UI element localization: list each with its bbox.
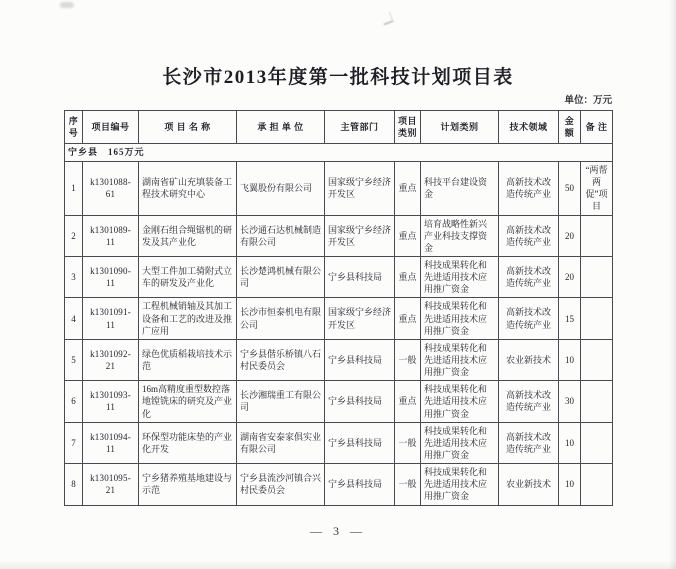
table-cell: 4: [65, 298, 83, 339]
table-cell: 2: [65, 215, 83, 256]
table-cell: 6: [65, 381, 83, 422]
table-cell: 国家级宁乡经济开发区: [325, 298, 395, 339]
table-cell: 50: [559, 162, 581, 216]
table-cell: 宁乡县科技局: [325, 256, 395, 297]
table-cell: 8: [65, 464, 83, 505]
table-cell: 1: [65, 162, 83, 216]
table-cell: 长沙通石达机械制造有限公司: [237, 215, 325, 256]
table-header-cell: 计划类别: [421, 111, 499, 144]
table-cell: 长沙湘瑞重工有限公司: [237, 381, 325, 422]
table-cell: 湖南省安泰家俱实业有限公司: [237, 422, 325, 463]
table-cell: 一般: [395, 422, 421, 463]
table-cell: 国家级宁乡经济开发区: [325, 162, 395, 216]
table-row: [65, 162, 613, 216]
table-cell: “两帮两促”项目: [581, 162, 613, 216]
table-cell: k1301094-11: [83, 422, 139, 463]
table-cell: 科技成果转化和先进适用技术应用推广资金: [421, 298, 499, 339]
table-cell: 金刚石组合绳锯机的研发及其产业化: [139, 215, 237, 256]
table-cell: 湖南省矿山充填装备工程技术研究中心: [139, 162, 237, 216]
table-cell: 3: [65, 256, 83, 297]
table-cell: 宁乡县流沙河镇合兴村民委员会: [237, 464, 325, 505]
table-cell: 科技平台建设资金: [421, 162, 499, 216]
table-cell: k1301091-11: [83, 298, 139, 339]
table-cell: 宁乡县偕乐桥镇八石村民委员会: [237, 339, 325, 380]
table-cell: 国家级宁乡经济开发区: [325, 215, 395, 256]
table-cell: 培育战略性新兴产业科技支撑资金: [421, 215, 499, 256]
table-cell: 重点: [395, 162, 421, 216]
table-header-cell: 主管部门: [325, 111, 395, 144]
table-header-cell: 项 目 名 称: [139, 111, 237, 144]
table-header-cell: 金额: [559, 111, 581, 144]
table-cell: 5: [65, 339, 83, 380]
table-cell: 高新技术改造传统产业: [499, 215, 559, 256]
table-cell: 重点: [395, 215, 421, 256]
table-cell: 宁乡县科技局: [325, 464, 395, 505]
page-title: 长沙市2013年度第一批科技计划项目表: [162, 67, 514, 88]
table-cell: 宁乡猪养殖基地建设与示范: [139, 464, 237, 505]
table-cell: 10: [559, 464, 581, 505]
table-cell: [581, 464, 613, 505]
table-cell: 16m高精度重型数控落地镗铣床的研究及产业化: [139, 381, 237, 422]
table-cell: 绿色优质稻栽培技术示范: [139, 339, 237, 380]
table-cell: 长沙市恒泰机电有限公司: [237, 298, 325, 339]
table-header-cell: 项目类别: [395, 111, 421, 144]
table-header-cell: 承 担 单 位: [237, 111, 325, 144]
table-cell: 科技成果转化和先进适用技术应用推广资金: [421, 464, 499, 505]
table-cell: 环保型功能床垫的产业化开发: [139, 422, 237, 463]
table-cell: 高新技术改造传统产业: [499, 162, 559, 216]
table-cell: 飞翼股份有限公司: [237, 162, 325, 216]
table-header-cell: 序号: [65, 111, 83, 144]
table-row: [65, 464, 613, 505]
table-cell: 宁乡县科技局: [325, 381, 395, 422]
table-cell: [581, 256, 613, 297]
table-cell: [581, 339, 613, 380]
table-cell: k1301088-61: [83, 162, 139, 216]
table-cell: [581, 298, 613, 339]
scan-pencil-mark-artifact: [380, 12, 393, 26]
table-cell: k1301089-11: [83, 215, 139, 256]
table-cell: 科技成果转化和先进适用技术应用推广资金: [421, 339, 499, 380]
table-cell: 农业新技术: [499, 464, 559, 505]
unit-label: 单位：万元: [564, 96, 612, 106]
table-cell: k1301093-11: [83, 381, 139, 422]
table-header-row: [65, 111, 613, 144]
table-cell: 高新技术改造传统产业: [499, 381, 559, 422]
table-row: [65, 298, 613, 339]
scan-edge-shadow-bottom: [0, 560, 676, 569]
table-cell: 20: [559, 256, 581, 297]
group-row-label: 宁乡县 165万元: [65, 144, 613, 162]
table-body: [65, 144, 613, 506]
project-table: [64, 110, 613, 506]
table-row: [65, 422, 613, 463]
table-cell: 20: [559, 215, 581, 256]
table-cell: k1301090-11: [83, 256, 139, 297]
table-cell: [581, 215, 613, 256]
table-cell: 高新技术改造传统产业: [499, 256, 559, 297]
table-cell: 科技成果转化和先进适用技术应用推广资金: [421, 256, 499, 297]
table-cell: [581, 422, 613, 463]
table-header-cell: 技术领域: [499, 111, 559, 144]
table-container: [64, 110, 612, 506]
table-row: [65, 215, 613, 256]
table-header-cell: 项目编号: [83, 111, 139, 144]
table-cell: 工程机械销轴及其加工设备和工艺的改进及推广应用: [139, 298, 237, 339]
table-cell: 30: [559, 381, 581, 422]
table-cell: 科技成果转化和先进适用技术应用推广资金: [421, 422, 499, 463]
table-row: [65, 256, 613, 297]
page-number: — 3 —: [310, 524, 366, 538]
table-cell: 高新技术改造传统产业: [499, 422, 559, 463]
table-cell: 10: [559, 422, 581, 463]
table-cell: 长沙楚鸿机械有限公司: [237, 256, 325, 297]
table-cell: 农业新技术: [499, 339, 559, 380]
table-cell: 一般: [395, 339, 421, 380]
table-cell: 15: [559, 298, 581, 339]
table-cell: 7: [65, 422, 83, 463]
table-cell: 重点: [395, 256, 421, 297]
table-cell: 高新技术改造传统产业: [499, 298, 559, 339]
table-cell: k1301092-21: [83, 339, 139, 380]
table-cell: 科技成果转化和先进适用技术应用推广资金: [421, 381, 499, 422]
table-cell: 一般: [395, 464, 421, 505]
table-row: [65, 339, 613, 380]
table-cell: 重点: [395, 381, 421, 422]
table-cell: 重点: [395, 298, 421, 339]
scan-smudge-artifact: [60, 2, 74, 8]
table-cell: [581, 381, 613, 422]
table-header-cell: 备 注: [581, 111, 613, 144]
table-cell: 宁乡县科技局: [325, 422, 395, 463]
table-cell: 宁乡县科技局: [325, 339, 395, 380]
table-cell: 大型工件加工骑附式立车的研发及产业化: [139, 256, 237, 297]
table-cell: 10: [559, 339, 581, 380]
table-row: [65, 381, 613, 422]
table-cell: k1301095-21: [83, 464, 139, 505]
group-row: [65, 144, 613, 162]
scan-edge-shadow-right: [669, 0, 676, 569]
